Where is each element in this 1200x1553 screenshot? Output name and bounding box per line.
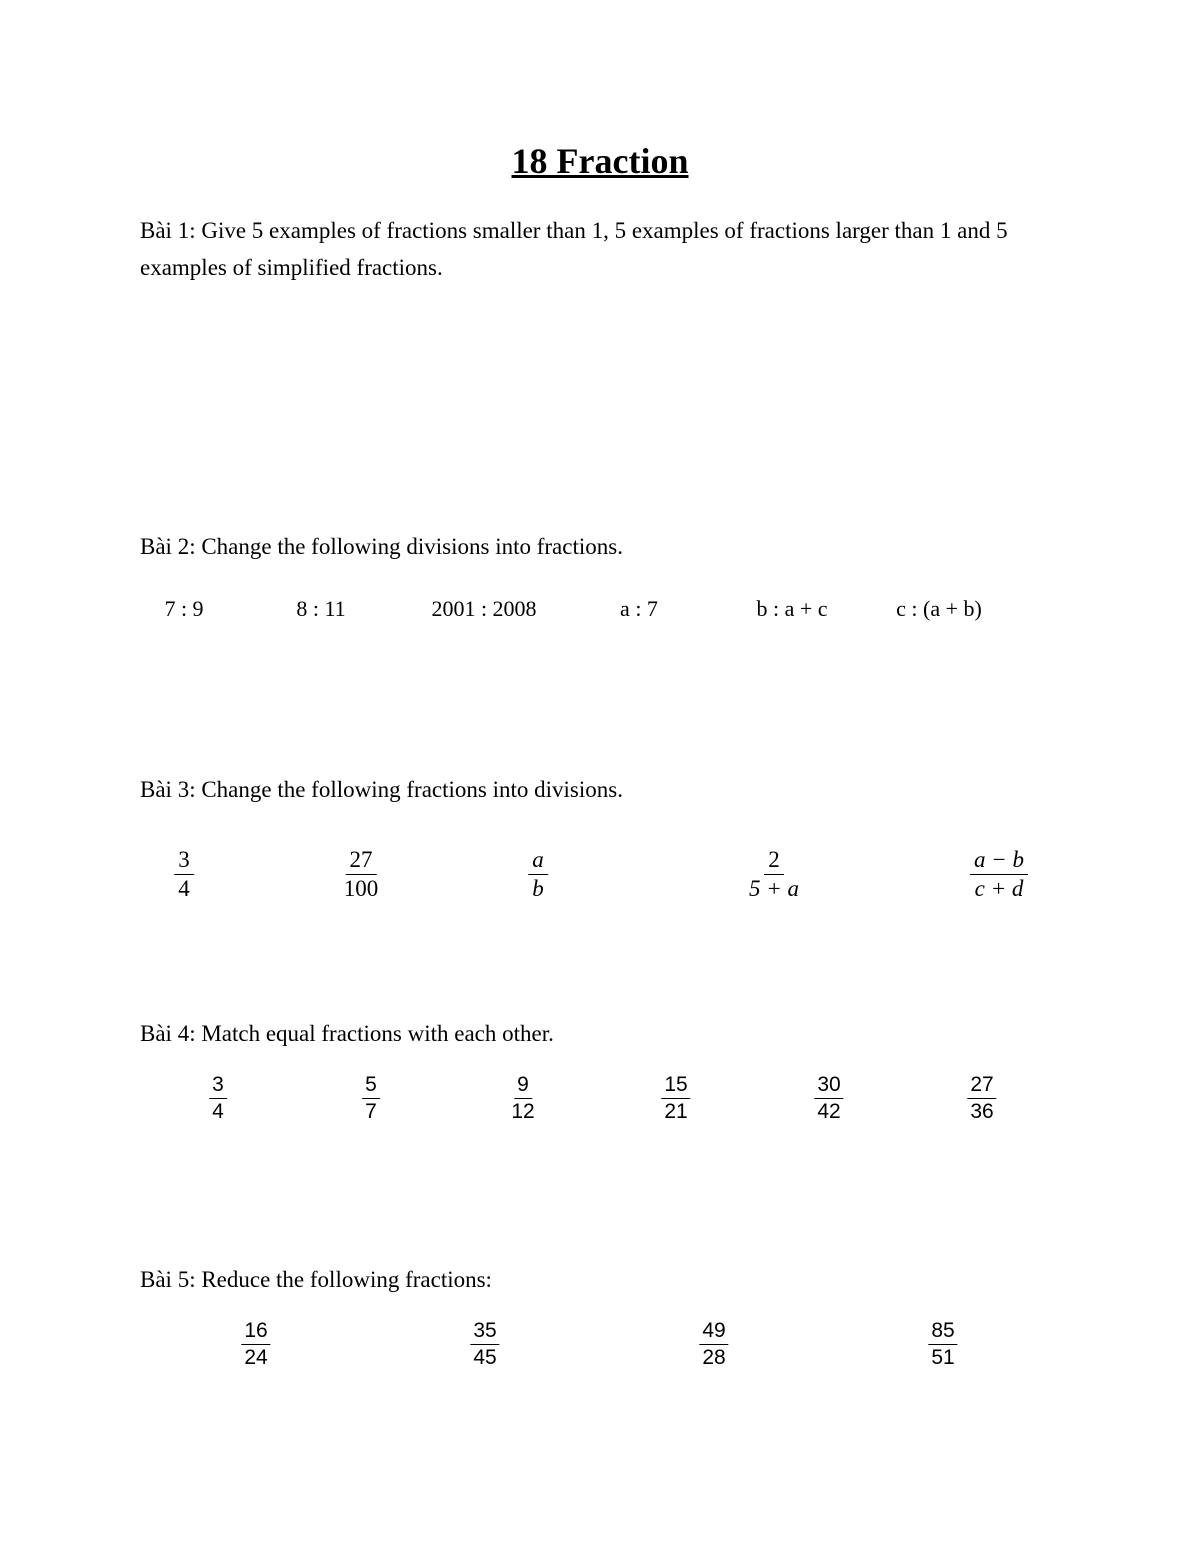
denominator: 7 — [365, 1100, 377, 1124]
numerator: 85 — [928, 1318, 957, 1345]
exercise-4-prompt: Bài 4: Match equal fractions with each other. — [140, 1021, 554, 1046]
fraction — [469, 1318, 500, 1372]
exercise-3-prompt: Bài 3: Change the following fractions into divisions. — [140, 777, 623, 802]
division-item: a : 7 — [620, 596, 658, 621]
numerator: 5 — [362, 1072, 380, 1099]
denominator: 5 + a — [748, 875, 800, 901]
exercise-2-prompt: Bài 2: Change the following divisions into fractions. — [140, 534, 623, 559]
denominator: 4 — [212, 1100, 224, 1124]
fraction — [745, 846, 803, 902]
exercise-5-prompt: Bài 5: Reduce the following fractions: — [140, 1267, 492, 1292]
numerator: 3 — [209, 1072, 227, 1099]
fraction — [660, 1072, 691, 1126]
denominator: 4 — [178, 875, 190, 901]
denominator: 24 — [244, 1346, 268, 1370]
fraction — [966, 1072, 997, 1126]
numerator: 30 — [814, 1072, 843, 1099]
division-item: c : (a + b) — [896, 596, 982, 621]
numerator: 3 — [174, 846, 194, 875]
denominator: 100 — [343, 875, 379, 901]
denominator: b — [532, 875, 544, 901]
division-item: b : a + c — [756, 596, 828, 621]
numerator: 27 — [346, 846, 377, 875]
denominator: 28 — [702, 1346, 726, 1370]
fraction — [174, 846, 194, 902]
numerator: 2 — [764, 846, 784, 875]
denominator: 45 — [473, 1346, 497, 1370]
page-title: 18 Fraction — [511, 141, 689, 181]
numerator: 16 — [241, 1318, 270, 1345]
fraction — [927, 1318, 958, 1372]
fraction — [507, 1072, 538, 1126]
numerator: a — [528, 846, 548, 875]
numerator: 15 — [661, 1072, 690, 1099]
exercise-1-prompt: Bài 1: Give 5 examples of fractions smaller than 1, 5 examples of fractions larger than 1 and 5 examples of simplified fractions. — [140, 218, 1008, 280]
fraction — [340, 846, 383, 902]
denominator: 51 — [931, 1346, 955, 1370]
fraction — [813, 1072, 844, 1126]
denominator: 42 — [817, 1100, 841, 1124]
fraction — [528, 846, 548, 902]
division-item: 2001 : 2008 — [431, 596, 537, 621]
numerator: 9 — [514, 1072, 532, 1099]
division-item: 8 : 11 — [296, 596, 346, 621]
denominator: 12 — [511, 1100, 535, 1124]
fraction — [361, 1072, 381, 1126]
denominator: c + d — [974, 875, 1024, 901]
numerator: 35 — [470, 1318, 499, 1345]
fraction — [240, 1318, 271, 1372]
fraction — [970, 846, 1028, 902]
numerator: 27 — [967, 1072, 996, 1099]
fraction — [208, 1072, 228, 1126]
numerator: 49 — [699, 1318, 728, 1345]
denominator: 36 — [970, 1100, 994, 1124]
division-item: 7 : 9 — [164, 596, 204, 621]
numerator: a − b — [970, 846, 1028, 875]
denominator: 21 — [664, 1100, 688, 1124]
fraction — [698, 1318, 729, 1372]
